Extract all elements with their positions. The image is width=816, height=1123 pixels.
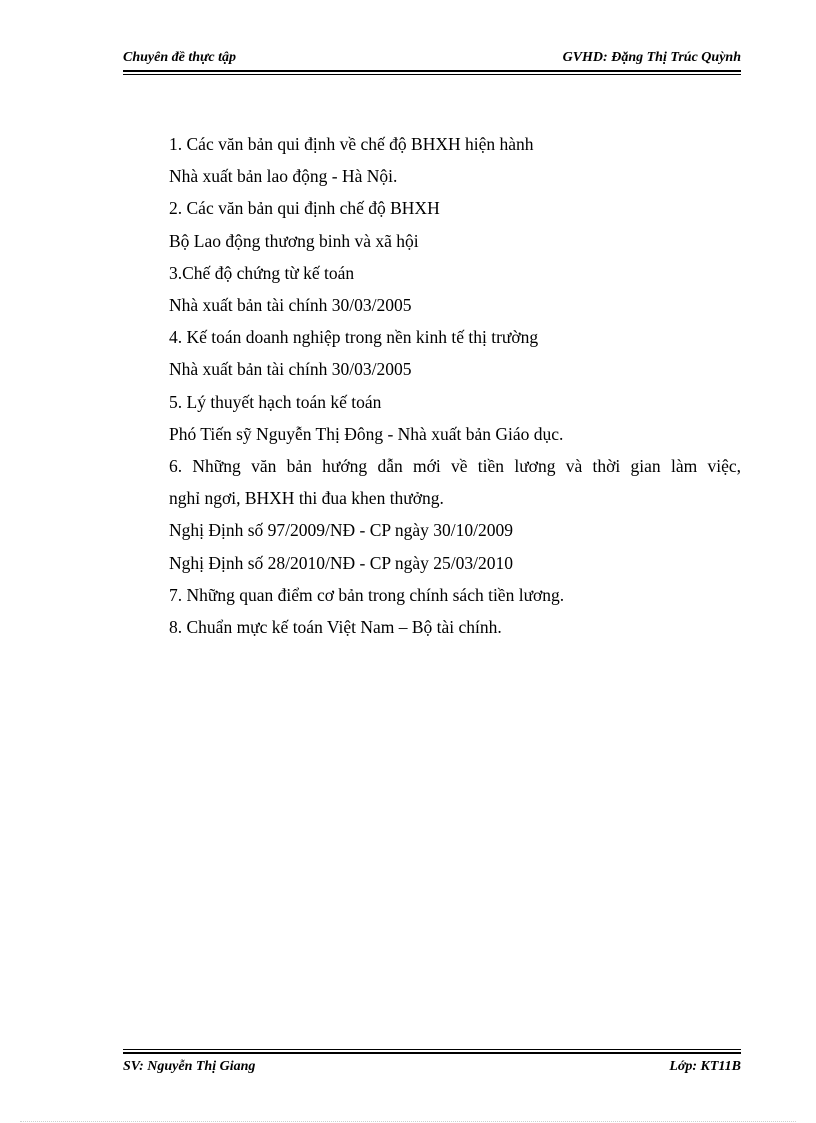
page-bottom-border [20,1121,796,1122]
reference-line: 8. Chuẩn mực kế toán Việt Nam – Bộ tài chính. [169,617,502,638]
page-header [123,48,741,72]
reference-line: nghỉ ngơi, BHXH thi đua khen thưởng. [169,488,444,509]
reference-line: Nghị Định số 28/2010/NĐ - CP ngày 25/03/2010 [169,552,514,573]
reference-line: 3.Chế độ chứng từ kế toán [169,262,355,283]
page-footer [123,1052,741,1078]
reference-line: Phó Tiến sỹ Nguyễn Thị Đông - Nhà xuất bản Giáo dục. [169,423,564,444]
header-topic: Chuyên đề thực tập [123,50,237,65]
reference-line: 4. Kế toán doanh nghiệp trong nền kinh tế thị trường [169,327,539,348]
reference-line: Bộ Lao động thương binh và xã hội [169,230,419,251]
reference-line: Nhà xuất bản lao động - Hà Nội. [169,166,398,187]
footer-class: Lớp: KT11B [669,1059,741,1074]
reference-line: Nhà xuất bản tài chính 30/03/2005 [169,295,412,316]
reference-line: 2. Các văn bản qui định chế độ BHXH [169,198,440,219]
reference-line: 6. Những văn bản hướng dẫn mới về tiền lương và thời gian làm việc, [169,456,741,477]
reference-line: 7. Những quan điểm cơ bản trong chính sách tiền lương. [169,584,565,605]
reference-line: Nhà xuất bản tài chính 30/03/2005 [169,359,412,380]
reference-list [169,128,741,643]
footer-student: SV: Nguyễn Thị Giang [123,1059,256,1074]
reference-line: Nghị Định số 97/2009/NĐ - CP ngày 30/10/2009 [169,520,514,541]
reference-line: 1. Các văn bản qui định về chế độ BHXH hiện hành [169,134,534,154]
reference-line: 5. Lý thuyết hạch toán kế toán [169,391,382,412]
header-supervisor: GVHD: Đặng Thị Trúc Quỳnh [562,50,741,65]
